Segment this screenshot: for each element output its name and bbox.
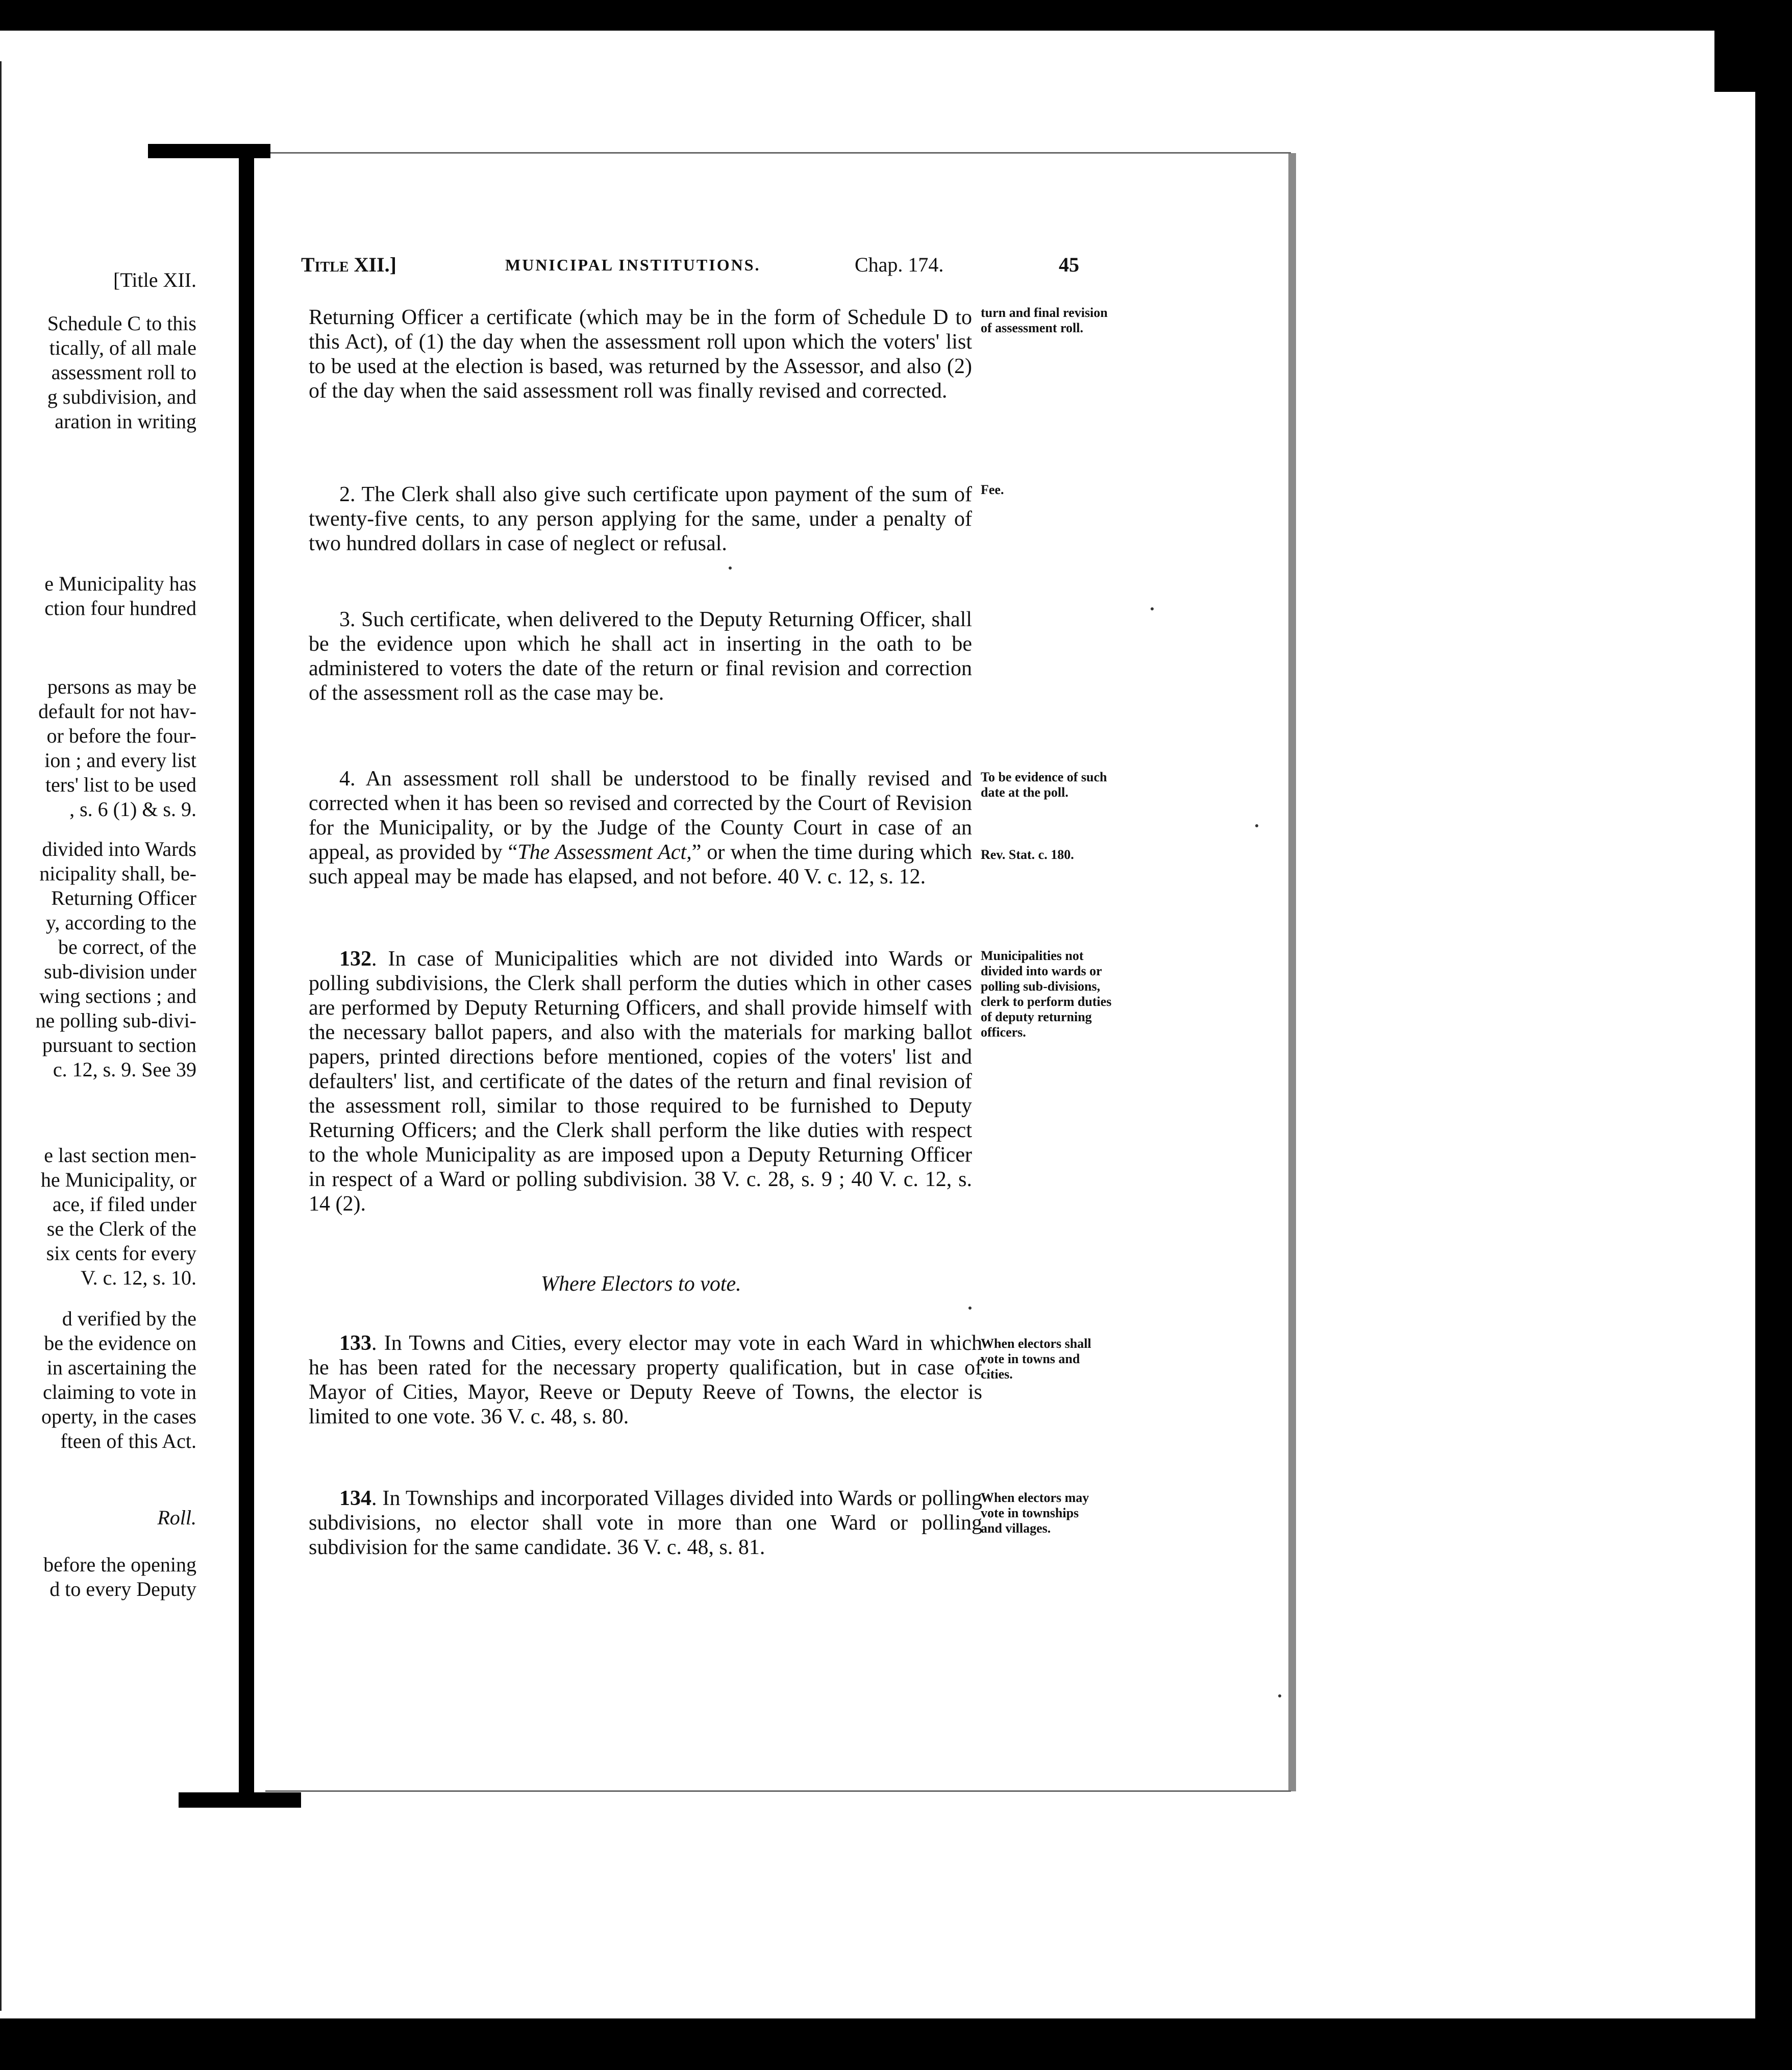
scan-border-bottom: [0, 2018, 1792, 2070]
running-title: Title XII.]: [301, 253, 396, 276]
left-line: c. 12, s. 9. See 39: [53, 1058, 196, 1081]
section-134: [309, 1486, 982, 1560]
left-line: assessment roll to: [51, 361, 196, 384]
section-text: . In Townships and incorporated Villages divided into Wards or polling subdivisions, no elector shall vote in more than one Ward or polling subdivision for the same candidate. 36 V. c. 48, s. 81.: [309, 1487, 982, 1559]
left-line: ace, if filed under: [52, 1193, 196, 1216]
left-line: ction four hundred: [44, 597, 196, 620]
scan-border-top: [0, 0, 1792, 31]
scan-speck: [968, 1307, 972, 1310]
left-line: be correct, of the: [58, 935, 196, 958]
margin-note-evidence: To be evidence of such date at the poll.: [981, 770, 1107, 800]
left-line: d verified by the: [62, 1307, 196, 1330]
left-line: in ascertaining the: [46, 1356, 196, 1379]
left-line: he Municipality, or: [40, 1168, 196, 1191]
left-line: divided into Wards: [42, 837, 196, 860]
section-text: . In Towns and Cities, every elector may vote in each Ward in which he has been rated for the necessary property qualification, but in case of Mayor of Cities, Mayor, Reeve or Deputy Reeve of Towns, the elector is limited to one vote. 36 V. c. 48, s. 80.: [309, 1332, 982, 1428]
paragraph-certificate: Returning Officer a certificate (which may be in the form of Schedule D to this Act), of (1) the day when the assessment roll upon which the voters' list to be used at the election is based, was returned by the Assessor, and also (2) of the day when the said assessment roll was finally revised and corrected.: [309, 306, 972, 403]
margin-note-townships: When electors may vote in townships and villages.: [981, 1490, 1089, 1536]
left-line: y, according to the: [45, 911, 196, 934]
paragraph-text: ” or when the time during which such appeal may be made has elapsed, and not before. 40 V. c. 12, s. 12.: [309, 841, 972, 889]
left-line: fteen of this Act.: [60, 1430, 196, 1452]
left-line: persons as may be: [47, 675, 196, 698]
section-number: 133: [339, 1332, 371, 1355]
page-number: 45: [1059, 253, 1079, 276]
left-line: g subdivision, and: [47, 385, 196, 408]
page-edge-shadow: [1288, 153, 1296, 1791]
left-line: V. c. 12, s. 10.: [80, 1266, 196, 1289]
chapter-number: Chap. 174.: [855, 253, 944, 276]
left-line: se the Clerk of the: [46, 1217, 196, 1240]
left-line: default for not hav-: [38, 700, 196, 723]
left-line: be the evidence on: [44, 1332, 196, 1354]
left-line: sub-division under: [44, 960, 196, 983]
left-line: e Municipality has: [44, 572, 196, 595]
section-text: . In case of Municipalities which are not divided into Wards or polling subdivisions, the Clerk shall perform the duties which in other cases are performed by Deputy Returning Officers, and shall provide himself with the necessary ballot papers, and also with the materials for marking ballot papers, printed directions before mentioned, copies of the voters' list and defaulters' list, and certificate of the dates of the return and final revision of the assessment roll, similar to those required to be furnished to Deputy Returning Officers; and the Clerk shall perform the like duties with respect to the whole Municipality as are imposed upon a Deputy Returning Officer in respect of a Ward or polling subdivision. 38 V. c. 28, s. 9 ; 40 V. c. 12, s. 14 (2).: [309, 947, 972, 1216]
scan-speck: [1278, 1694, 1281, 1697]
scan-border-right: [1755, 0, 1792, 2070]
page-edge-top: [265, 152, 1291, 154]
page-edge-bottom: [265, 1790, 1291, 1792]
left-line: ne polling sub-divi-: [35, 1009, 196, 1032]
left-page-text: [0, 235, 196, 1766]
left-line: ion ; and every list: [44, 749, 196, 772]
paragraph-evidence: 3. Such certificate, when delivered to the Deputy Returning Officer, shall be the evidence upon which he shall act in inserting in the oath to be administered to voters the date of the return or final revision and correction of the assessment roll as the case may be.: [309, 608, 972, 705]
act-title: The Assessment Act,: [517, 841, 692, 864]
left-line: Schedule C to this: [47, 312, 196, 335]
section-number: 134: [339, 1487, 371, 1510]
left-line: tically, of all male: [49, 336, 196, 359]
paragraph-fee: 2. The Clerk shall also give such certificate upon payment of the sum of twenty-five cents, to any person applying for the same, under a penalty of two hundred dollars in case of neglect or refusal.: [309, 483, 972, 555]
margin-note-return: turn and final revision of assessment roll.: [981, 305, 1108, 335]
paragraph-final-revision: [309, 767, 972, 889]
margin-note-fee: Fee.: [981, 482, 1004, 497]
left-line: nicipality shall, be-: [39, 862, 196, 885]
left-line: aration in writing: [55, 410, 196, 433]
scan-speck: [729, 566, 732, 570]
section-number: 132: [339, 947, 371, 971]
left-page-header: [Title XII.: [113, 268, 196, 291]
left-line: before the opening: [43, 1553, 196, 1576]
gutter-bracket: [239, 153, 254, 1799]
paragraph-text: 4. An assessment roll shall be understood to be finally revised and corrected when it has been so revised and corrected by the Court of Revision for the Municipality, or by the Judge of the County Court in case of an appeal, as provided by “: [309, 767, 972, 864]
left-line: d to every Deputy: [49, 1578, 196, 1600]
margin-note-towns: When electors shall vote in towns and cities.: [981, 1336, 1091, 1382]
left-line: ters' list to be used: [45, 773, 196, 796]
left-line: wing sections ; and: [39, 984, 196, 1007]
page-header: [301, 253, 1097, 283]
left-line: or before the four-: [46, 724, 196, 747]
scan-speck: [1255, 824, 1258, 827]
running-head: MUNICIPAL INSTITUTIONS.: [505, 256, 761, 274]
margin-note-municipalities: Municipalities not divided into wards or polling sub-divisions, clerk to perform duties of deputy returning officers.: [981, 948, 1112, 1040]
scan-speck: [1151, 607, 1154, 610]
left-line: operty, in the cases: [41, 1405, 196, 1428]
left-line: e last section men-: [44, 1144, 196, 1167]
margin-note-rev-stat: Rev. Stat. c. 180.: [981, 847, 1074, 862]
left-line: Returning Officer: [51, 886, 196, 909]
left-line: , s. 6 (1) & s. 9.: [69, 798, 196, 821]
section-132: [309, 947, 972, 1216]
left-line: pursuant to section: [42, 1033, 196, 1056]
left-line: six cents for every: [46, 1242, 196, 1265]
section-133: [309, 1331, 982, 1429]
gutter-bracket-bottom: [179, 1792, 301, 1808]
left-line: claiming to vote in: [42, 1381, 196, 1403]
left-line: Roll.: [157, 1506, 196, 1529]
subheading: Where Electors to vote.: [541, 1272, 741, 1296]
